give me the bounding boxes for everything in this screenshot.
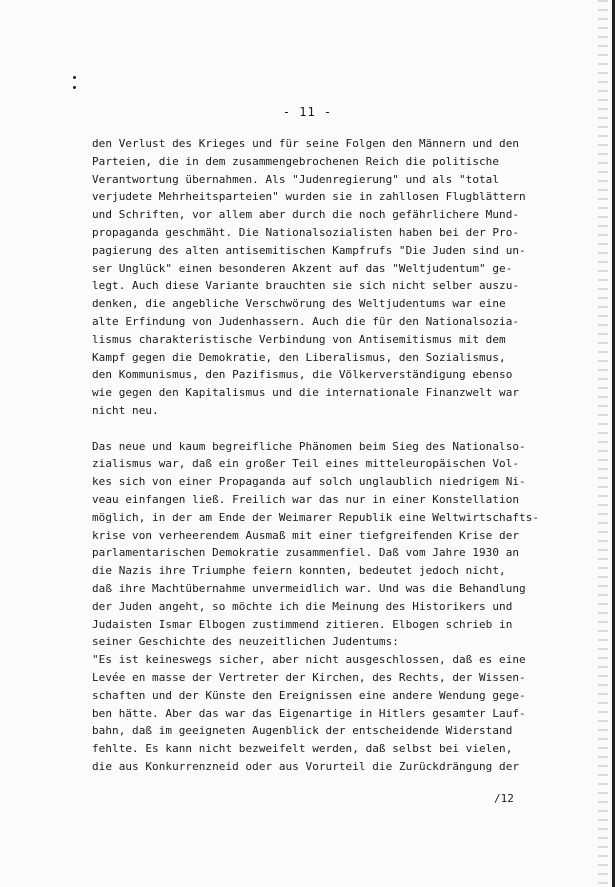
text-line: denken, die angebliche Verschwörung des Weltjudentums war eine — [92, 297, 506, 311]
text-line: alte Erfindung von Judenhassern. Auch die für den Nationalsozia- — [92, 314, 520, 328]
text-line: krise von verheerendem Ausmaß mit einer tiefgreifenden Krise der — [92, 528, 520, 542]
text-line: die Nazis ihre Triumphe feiern konnten, bedeutet jedoch nicht, — [92, 564, 506, 578]
text-line: veau einfangen ließ. Freilich war das nur in einer Konstellation — [92, 492, 520, 506]
text-line: den Kommunismus, den Pazifismus, die Völkerverständigung ebenso — [92, 368, 513, 382]
paragraph-1 — [92, 135, 547, 420]
text-line: den Verlust des Krieges und für seine Folgen den Männern und den — [92, 137, 520, 150]
text-line: daß ihre Machtübernahme unvermeidlich war. Und was die Behandlung — [92, 581, 526, 595]
paragraph-2 — [92, 438, 547, 776]
text-line: kes sich von einer Propaganda auf solch unglaublich niedrigem Ni- — [92, 475, 526, 489]
text-line: ser Unglück" einen besonderen Akzent auf das "Weltjudentum" ge- — [92, 261, 513, 275]
text-line: schaften und der Künste den Ereignissen eine andere Wendung gege- — [92, 688, 526, 702]
continuation-marker: /12 — [494, 792, 514, 805]
body-text — [92, 135, 547, 776]
paragraph-gap — [92, 420, 547, 438]
text-line: und Schriften, vor allem aber durch die noch gefährlichere Mund- — [92, 208, 520, 222]
text-line: Kampf gegen die Demokratie, den Liberalismus, den Sozialismus, — [92, 350, 506, 364]
scan-speck — [73, 86, 76, 89]
text-line: parlamentarischen Demokratie zusammenfiel. Daß vom Jahre 1930 an — [92, 546, 520, 560]
text-line: verjudete Mehrheitsparteien" wurden sie in zahllosen Flugblättern — [92, 190, 526, 204]
scan-speck — [73, 76, 76, 79]
text-line: fehlte. Es kann nicht bezweifelt werden, daß selbst bei vielen, — [92, 742, 513, 756]
text-line: Parteien, die in dem zusammengebrochenen Reich die politische — [92, 154, 500, 168]
text-line: Judaisten Ismar Elbogen zustimmend zitieren. Elbogen schrieb in — [92, 617, 513, 631]
text-line: "Es ist keineswegs sicher, aber nicht ausgeschlossen, daß es eine — [92, 653, 526, 667]
page-number: - 11 - — [282, 105, 333, 119]
text-line: ben hätte. Aber das war das Eigenartige in Hitlers gesamter Lauf- — [92, 706, 526, 720]
text-line: nicht neu. — [92, 403, 159, 417]
text-line: Levée en masse der Vertreter der Kirchen, des Rechts, der Wissen- — [92, 670, 526, 684]
text-line: Das neue und kaum begreifliche Phänomen beim Sieg des Nationalso- — [92, 439, 526, 453]
text-line: propaganda geschmäht. Die Nationalsozialisten haben bei der Pro- — [92, 225, 520, 239]
text-line: zialismus war, daß ein großer Teil eines mitteleuropäischen Vol- — [92, 457, 520, 471]
text-line: bahn, daß im geeigneten Augenblick der entscheidende Widerstand — [92, 724, 513, 738]
text-line: legt. Auch diese Variante brauchten sie sich nicht selber auszu- — [92, 279, 520, 293]
text-line: die aus Konkurrenzneid oder aus Vorurteil die Zurückdrängung der — [92, 759, 520, 773]
text-line: pagierung des alten antisemitischen Kampfrufs "Die Juden sind un- — [92, 243, 526, 257]
text-line: lismus charakteristische Verbindung von Antisemitismus mit dem — [92, 332, 506, 346]
text-line: möglich, in der am Ende der Weimarer Republik eine Weltwirtschafts- — [92, 510, 540, 524]
text-line: seiner Geschichte des neuzeitlichen Judentums: — [92, 635, 399, 649]
text-line: der Juden angeht, so möchte ich die Meinung des Historikers und — [92, 599, 513, 613]
scan-edge-marks — [598, 0, 608, 887]
text-line: wie gegen den Kapitalismus und die internationale Finanzwelt war — [92, 386, 520, 400]
text-line: Verantwortung übernahmen. Als "Judenregierung" und als "total — [92, 172, 500, 186]
